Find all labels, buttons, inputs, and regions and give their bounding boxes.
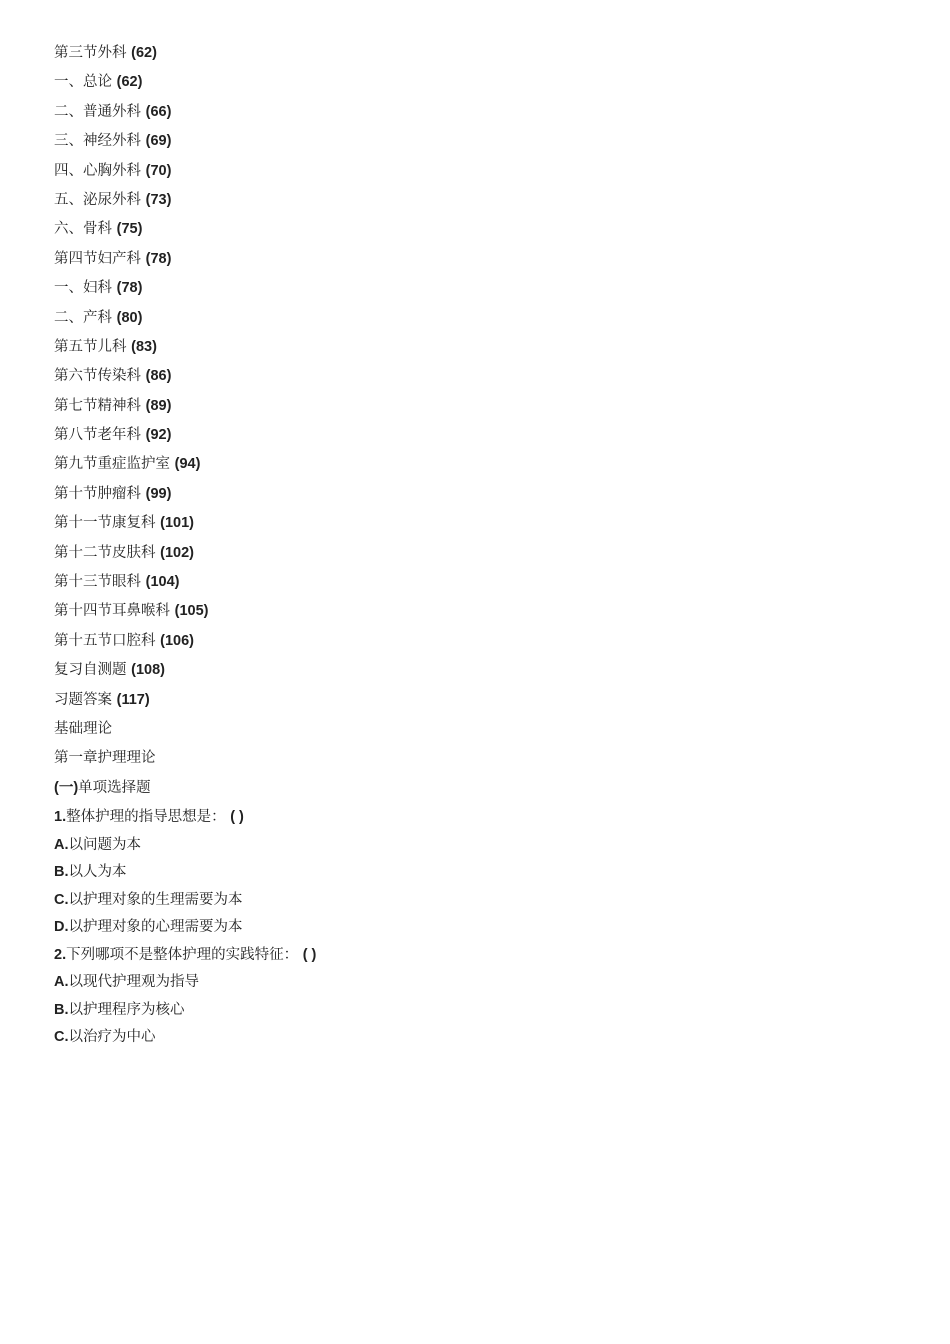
- toc-entry: [54, 630, 914, 659]
- toc-entry: [54, 483, 914, 512]
- toc-entry-page: (62): [116, 74, 143, 91]
- toc-entry: [54, 307, 914, 336]
- toc-entry: [54, 248, 914, 277]
- toc-entry-page: (102): [160, 544, 194, 561]
- toc-entry-page: (86): [145, 368, 172, 385]
- toc-entry-page: (99): [145, 485, 172, 502]
- toc-entry-page: (78): [116, 280, 143, 297]
- toc-entry-title: 复习自测题: [54, 662, 127, 679]
- answer-option: [54, 1026, 914, 1054]
- toc-entry-title: 习题答案: [54, 691, 112, 708]
- toc-entry: [54, 542, 914, 571]
- toc-entry-title: 第六节传染科: [54, 368, 141, 385]
- option-label: C.: [54, 1029, 69, 1046]
- toc-entry-page: (101): [160, 515, 194, 532]
- toc-entry-title: 第十五节口腔科: [54, 632, 156, 649]
- option-text: 以护理对象的生理需要为本: [68, 891, 243, 908]
- toc-entry: [54, 277, 914, 306]
- toc-entry-page: (117): [116, 691, 150, 708]
- toc-entry-title: 二、普通外科: [54, 103, 141, 120]
- option-text: 以护理对象的心理需要为本: [68, 919, 243, 936]
- question-number: 2.: [54, 946, 67, 963]
- toc-entry: [54, 659, 914, 688]
- toc-entry-page: (108): [131, 662, 165, 679]
- option-label: A.: [54, 836, 69, 853]
- option-label: C.: [54, 891, 69, 908]
- toc-entry-page: (69): [145, 133, 172, 150]
- toc-entry: [54, 160, 914, 189]
- toc-entry: [54, 218, 914, 247]
- toc-entry-page: (94): [174, 456, 201, 473]
- answer-option: [54, 916, 914, 944]
- question-stem: [54, 806, 914, 834]
- toc-entry-page: (106): [160, 632, 194, 649]
- toc-entry: [54, 512, 914, 541]
- toc-entry-page: (89): [145, 397, 172, 414]
- toc-entry-title: 六、骨科: [54, 221, 112, 238]
- toc-entry-title: 第十节肿瘤科: [54, 485, 141, 502]
- toc-entry-title: 第四节妇产科: [54, 250, 141, 267]
- toc-entry-title: 第九节重症监护室: [54, 456, 170, 473]
- toc-entry-title: 四、心胸外科: [54, 162, 141, 179]
- toc-entry-title: 五、泌尿外科: [54, 191, 141, 208]
- question-list: [54, 806, 914, 1054]
- answer-option: [54, 834, 914, 862]
- option-label: A.: [54, 974, 69, 991]
- toc-entry-title: 第七节精神科: [54, 397, 141, 414]
- toc-entry-title: 第十三节眼科: [54, 574, 141, 591]
- toc-entry: [54, 689, 914, 718]
- toc-entry-title: 三、神经外科: [54, 133, 141, 150]
- question-number: 1.: [54, 809, 67, 826]
- toc-entry: [54, 600, 914, 629]
- toc-entry: [54, 101, 914, 130]
- option-text: 以现代护理观为指导: [68, 974, 199, 991]
- option-text: 以治疗为中心: [68, 1029, 156, 1046]
- toc-entry: [54, 71, 914, 100]
- toc-entry: [54, 130, 914, 159]
- answer-option: [54, 861, 914, 889]
- question-type-text: 单项选择题: [78, 779, 151, 796]
- toc-entry-page: (104): [145, 574, 180, 591]
- question-text: 整体护理的指导思想是：: [66, 809, 226, 826]
- toc-entry-title: 第十一节康复科: [54, 515, 156, 532]
- toc-entry-page: (75): [116, 221, 143, 238]
- toc-entry-page: (83): [131, 338, 157, 355]
- answer-option: [54, 971, 914, 999]
- question-text: 下列哪项不是整体护理的实践特征：: [66, 946, 299, 963]
- toc-entry: [54, 42, 914, 71]
- option-label: B.: [54, 864, 69, 881]
- answer-bracket: ( ): [302, 946, 317, 963]
- toc-entry: [54, 365, 914, 394]
- table-of-contents: [54, 42, 914, 718]
- toc-entry-title: 第五节儿科: [54, 338, 127, 355]
- question-type-prefix: (一): [54, 779, 79, 796]
- toc-entry-page: (92): [145, 427, 172, 444]
- toc-entry-title: 一、总论: [54, 74, 112, 91]
- toc-entry-page: (66): [145, 103, 172, 120]
- toc-entry: [54, 453, 914, 482]
- answer-option: [54, 889, 914, 917]
- option-text: 以问题为本: [68, 836, 141, 853]
- toc-entry-title: 第三节外科: [54, 45, 127, 61]
- document-page: [54, 42, 914, 1054]
- toc-entry-title: 第十四节耳鼻喉科: [54, 603, 170, 620]
- option-label: D.: [54, 919, 69, 936]
- toc-entry-page: (80): [116, 309, 143, 326]
- toc-entry: [54, 336, 914, 365]
- chapter-title: 第一章护理理论: [54, 750, 156, 767]
- toc-entry-title: 第八节老年科: [54, 427, 141, 444]
- toc-entry-page: (62): [131, 45, 157, 61]
- toc-entry-page: (105): [174, 603, 209, 620]
- toc-entry-page: (78): [145, 250, 172, 267]
- toc-entry-title: 第十二节皮肤科: [54, 544, 156, 561]
- option-text: 以人为本: [68, 864, 127, 881]
- question-stem: [54, 944, 914, 972]
- question-type-heading: [54, 777, 914, 806]
- answer-bracket: ( ): [230, 809, 244, 826]
- toc-entry: [54, 571, 914, 600]
- toc-entry: [54, 395, 914, 424]
- section-title: 基础理论: [54, 720, 112, 737]
- option-label: B.: [54, 1001, 69, 1018]
- option-text: 以护理程序为核心: [68, 1001, 185, 1018]
- toc-entry: [54, 424, 914, 453]
- toc-entry-page: (70): [145, 162, 172, 179]
- toc-entry-page: (73): [145, 191, 172, 208]
- toc-entry: [54, 189, 914, 218]
- toc-entry-title: 一、妇科: [54, 280, 112, 297]
- toc-entry-title: 二、产科: [54, 309, 112, 326]
- answer-option: [54, 999, 914, 1027]
